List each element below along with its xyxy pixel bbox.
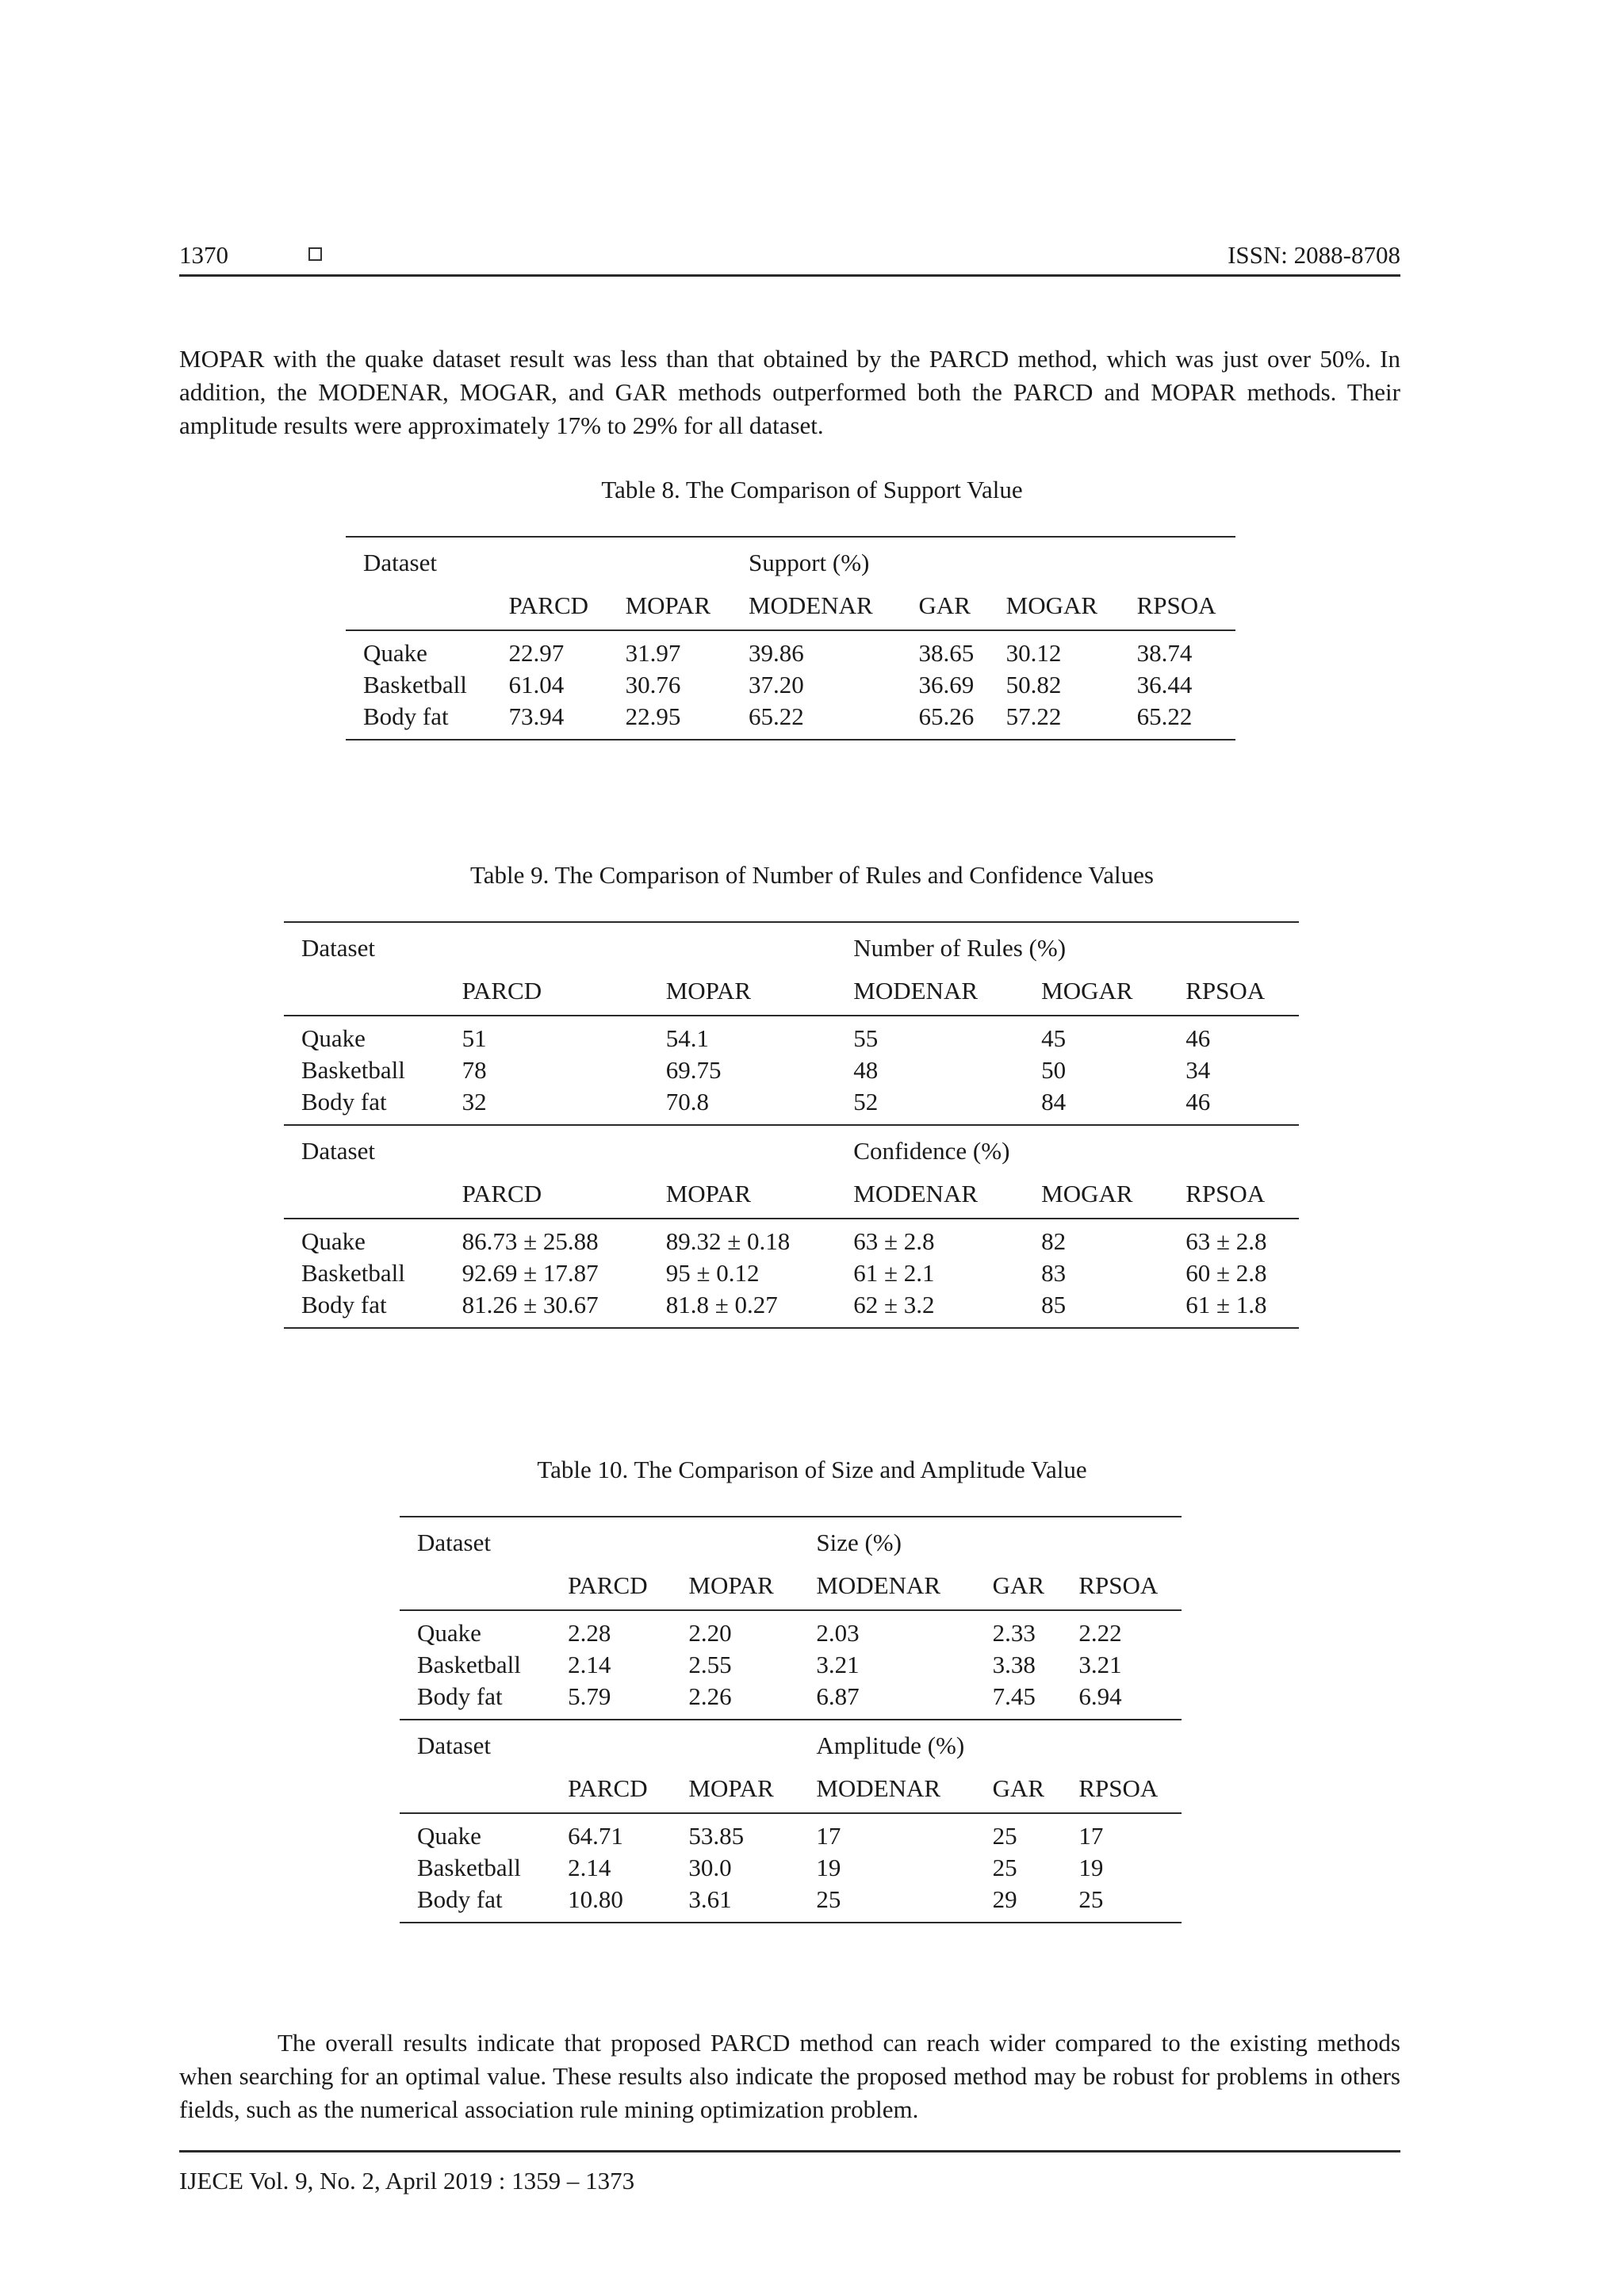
- table-row: Body fat 5.79 2.26 6.87 7.45 6.94: [400, 1681, 1182, 1720]
- table-row: Basketball 2.14 30.0 19 25 19: [417, 1854, 1104, 1881]
- table-row: Quake 22.97 31.97 39.86 38.65 30.12 38.74: [363, 639, 1193, 667]
- table10-dataset-label: Dataset: [400, 1517, 550, 1562]
- table10-col-header: RPSOA: [1061, 1765, 1182, 1813]
- table10-col-header: MODENAR: [799, 1562, 975, 1610]
- table9-col-header: MOPAR: [649, 1170, 837, 1219]
- table9-col-header: MODENAR: [836, 1170, 1024, 1219]
- paragraph-bottom: [179, 2026, 1400, 2126]
- square-icon: [308, 247, 322, 261]
- table10-group1-label: Size (%): [799, 1517, 1182, 1562]
- table8-col-header: PARCD: [492, 582, 608, 630]
- table10-dataset-label-2: Dataset: [417, 1732, 491, 1759]
- table10-col-header: RPSOA: [1061, 1562, 1182, 1610]
- table10-col-header: MOPAR: [671, 1562, 799, 1610]
- table10-col-header: MOPAR: [671, 1765, 799, 1813]
- table9-dataset-label-2: Dataset: [301, 1137, 375, 1165]
- table8-col-header: MODENAR: [731, 582, 902, 630]
- table9-col-header: PARCD: [445, 1170, 649, 1219]
- table9-dataset-label: Dataset: [284, 922, 445, 967]
- table-row: Body fat 10.80 3.61 25 29 25: [400, 1884, 1182, 1923]
- table-row: Basketball 61.04 30.76 37.20 36.69 50.82 36.44: [363, 671, 1193, 698]
- table9: [284, 921, 1299, 1329]
- table8: [346, 536, 1235, 740]
- table-row: Basketball 78 69.75 48 50 34: [301, 1056, 1211, 1084]
- table9-col-header: RPSOA: [1168, 967, 1299, 1016]
- table9-group1-label: Number of Rules (%): [836, 922, 1299, 967]
- page-number: 1370: [179, 241, 228, 269]
- table-row: Quake 86.73 ± 25.88 89.32 ± 0.18 63 ± 2.8 82 63 ± 2.8: [301, 1227, 1267, 1255]
- table9-col-header: RPSOA: [1168, 1170, 1299, 1219]
- table-row: Basketball 92.69 ± 17.87 95 ± 0.12 61 ± 2.1 83 60 ± 2.8: [301, 1259, 1267, 1287]
- table8-col-header: RPSOA: [1120, 582, 1235, 630]
- table9-col-header: MOPAR: [649, 967, 837, 1016]
- table9-col-header: MODENAR: [836, 967, 1024, 1016]
- table10-col-header: GAR: [975, 1765, 1062, 1813]
- issn: ISSN: 2088-8708: [1228, 241, 1400, 269]
- paragraph-bottom-text: The overall results indicate that proposed PARCD method can reach wider compared to the existing methods when searching for an optimal value. These results also indicate the proposed method may be robust for problems in others fields, such as the numerical association rule mining optimization problem.: [179, 2029, 1400, 2123]
- table10-group2-label: Amplitude (%): [816, 1732, 965, 1759]
- running-footer: IJECE Vol. 9, No. 2, April 2019 : 1359 – 1373: [179, 2150, 1400, 2195]
- table10-col-header: MODENAR: [799, 1765, 975, 1813]
- table9-caption: Table 9. The Comparison of Number of Rules and Confidence Values: [470, 861, 1154, 889]
- table8-dataset-label: Dataset: [346, 537, 492, 582]
- table9-group2-label: Confidence (%): [853, 1137, 1010, 1165]
- table-row: Quake 64.71 53.85 17 25 17: [417, 1822, 1104, 1850]
- paragraph-top-text: MOPAR with the quake dataset result was less than that obtained by the PARCD method, which was just over 50%. In addition, the MODENAR, MOGAR, and GAR methods outperformed both the PARCD and MOPAR methods. Their amplitude results were approximately 17% to 29% for all dataset.: [179, 345, 1400, 439]
- table9-col-header: MOGAR: [1024, 967, 1168, 1016]
- table10-col-header: PARCD: [550, 1562, 671, 1610]
- table-row: Body fat 32 70.8 52 84 46: [284, 1086, 1299, 1125]
- table8-col-header: MOPAR: [608, 582, 731, 630]
- table10-caption: Table 10. The Comparison of Size and Amplitude Value: [537, 1456, 1087, 1483]
- table10-col-header: GAR: [975, 1562, 1062, 1610]
- table-row: Basketball 2.14 2.55 3.21 3.38 3.21: [417, 1651, 1122, 1678]
- table10-col-header: PARCD: [550, 1765, 671, 1813]
- table-row: Body fat 73.94 22.95 65.22 65.26 57.22 65.22: [346, 701, 1235, 740]
- paragraph-top: [179, 342, 1400, 442]
- table9-col-header: PARCD: [445, 967, 649, 1016]
- table9-col-header: MOGAR: [1024, 1170, 1168, 1219]
- table-row: Quake 51 54.1 55 45 46: [301, 1024, 1211, 1052]
- table8-caption: Table 8. The Comparison of Support Value: [601, 476, 1023, 503]
- table-row: Body fat 81.26 ± 30.67 81.8 ± 0.27 62 ± 3.2 85 61 ± 1.8: [284, 1289, 1299, 1328]
- table8-group-label: Support (%): [731, 537, 1235, 582]
- table10: [400, 1516, 1182, 1923]
- table8-col-header: GAR: [902, 582, 989, 630]
- table-row: Quake 2.28 2.20 2.03 2.33 2.22: [417, 1619, 1122, 1647]
- running-header: [179, 238, 1400, 277]
- table8-col-header: MOGAR: [989, 582, 1120, 630]
